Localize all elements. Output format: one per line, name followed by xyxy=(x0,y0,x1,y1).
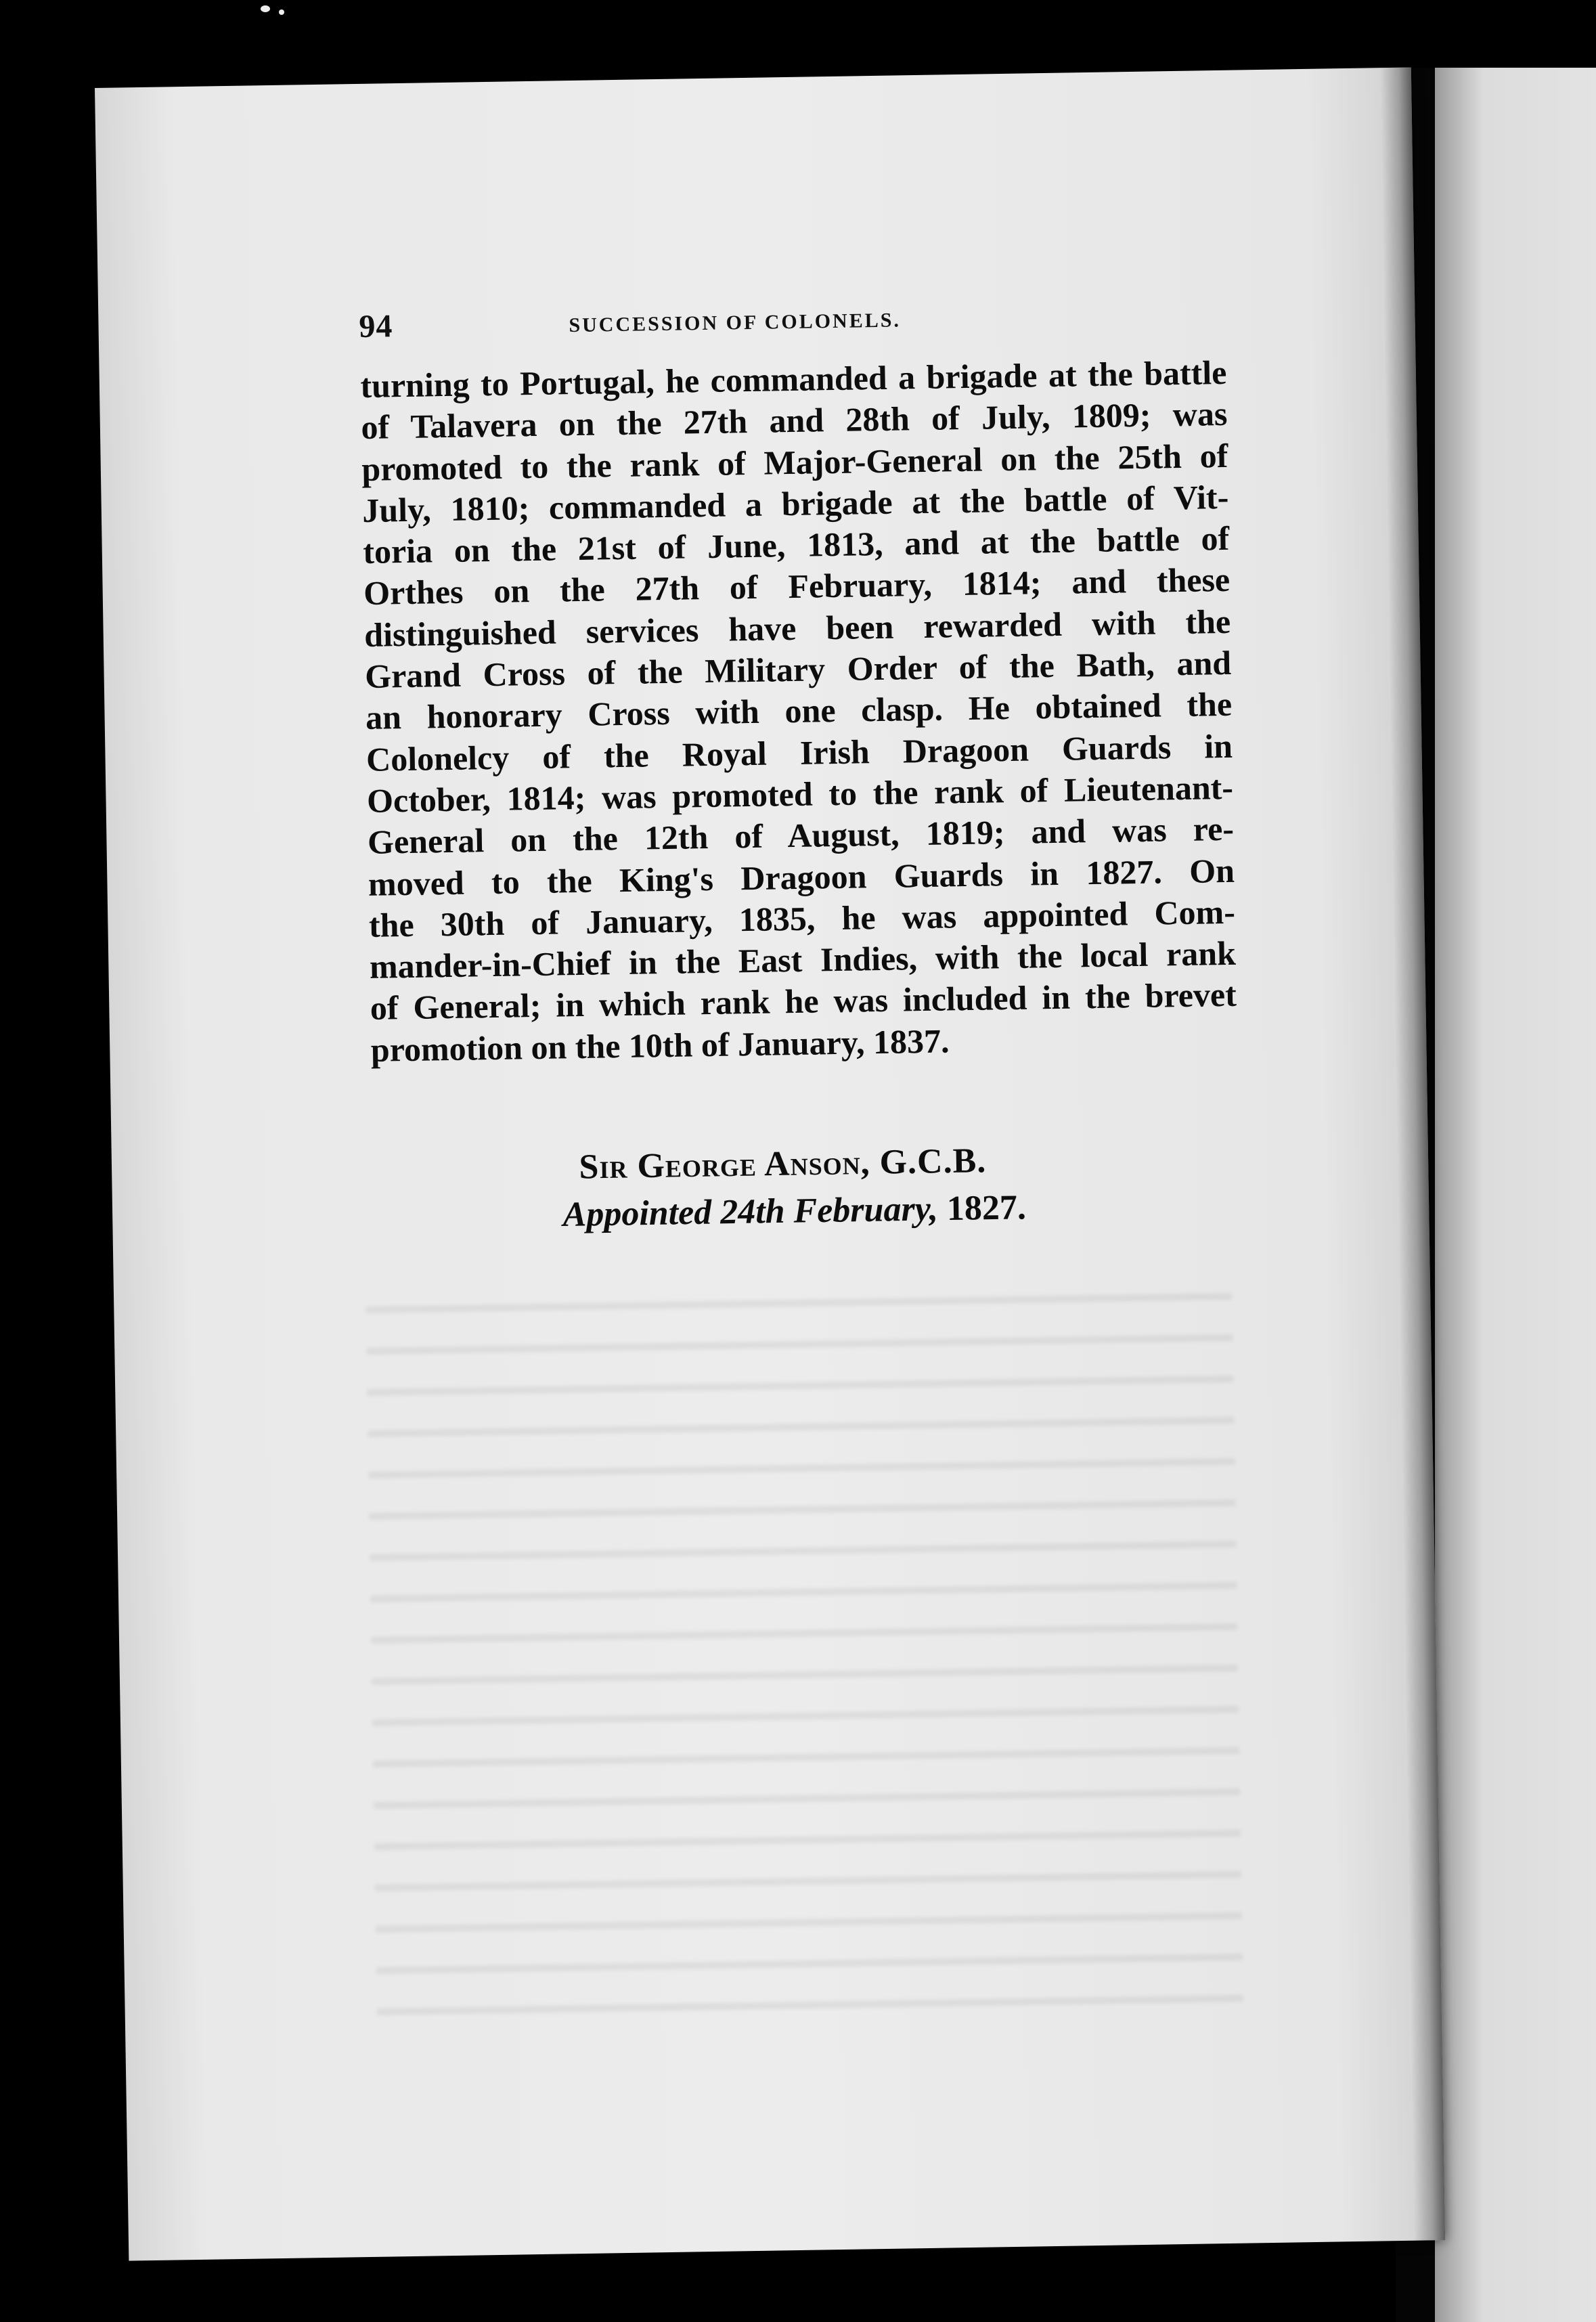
text-line: toria on the 21st of June, 1813, and at the battle of xyxy=(362,519,1230,571)
text-line: mander-in-Chief in the East Indies, with the local rank xyxy=(369,934,1237,986)
running-head-title: SUCCESSION OF COLONELS. xyxy=(569,309,902,337)
text-line: Grand Cross of the Military Order of the Bath, and xyxy=(364,643,1232,696)
text-line: moved to the King's Dragoon Guards in 1827. On xyxy=(368,851,1235,903)
text-line: distinguished services have been rewarded with the xyxy=(363,602,1231,654)
text-line: the 30th of January, 1835, he was appointed Com- xyxy=(368,892,1236,944)
text-line: turning to Portugal, he commanded a brigade at the battle xyxy=(360,353,1227,405)
colonel-name: Sir George Anson, G.C.B. xyxy=(579,1141,987,1187)
page-number: 94 xyxy=(359,308,393,345)
facing-page-edge xyxy=(1435,68,1596,2322)
text-line: an honorary Cross with one clasp. He obtained the xyxy=(365,685,1233,737)
text-line: Colonelcy of the Royal Irish Dragoon Guards in xyxy=(365,726,1233,779)
text-line: General on the 12th of August, 1819; and was re- xyxy=(367,810,1235,862)
appointment-year: 1827. xyxy=(946,1188,1027,1229)
dust-speck xyxy=(279,9,284,15)
text-line: October, 1814; was promoted to the rank of Lieutenant- xyxy=(366,768,1234,820)
body-paragraph xyxy=(360,352,1237,1071)
colonel-heading xyxy=(562,1135,1172,1239)
text-line: of Talavera on the 27th and 28th of July, 1809; was xyxy=(360,395,1228,447)
dust-speck xyxy=(261,5,270,12)
text-line: promoted to the rank of Major-General on the 25th of xyxy=(361,436,1228,488)
text-line: July, 1810; commanded a brigade at the battle of Vit- xyxy=(361,477,1229,529)
text-line: of General; in which rank he was included in the brevet xyxy=(370,976,1237,1028)
bleed-through-text xyxy=(365,1273,1243,2031)
appointment-date xyxy=(562,1182,1172,1239)
appointment-prefix: Appointed 24th February, xyxy=(562,1189,939,1234)
text-line: promotion on the 10th of January, 1837. xyxy=(370,1022,950,1069)
text-line: Orthes on the 27th of February, 1814; and these xyxy=(363,561,1231,613)
